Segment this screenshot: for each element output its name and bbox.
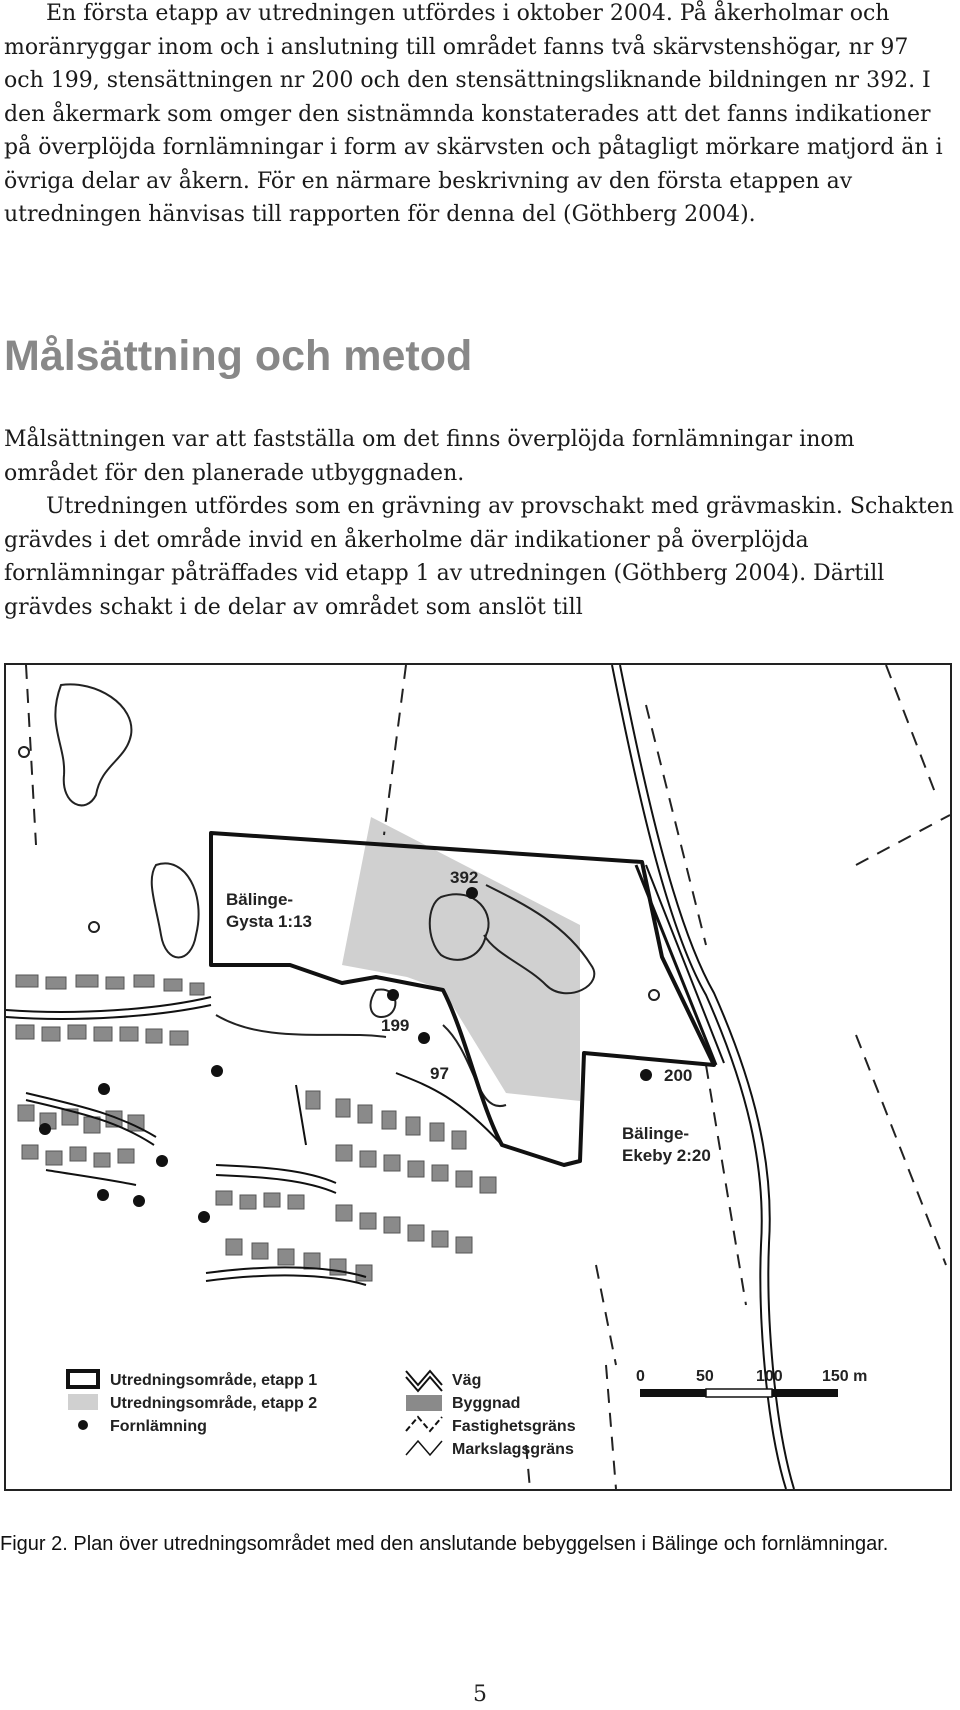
scale-label-100: 100 bbox=[756, 1368, 783, 1385]
legend-fastighetsgrans-symbol bbox=[406, 1417, 442, 1431]
page-number: 5 bbox=[473, 1682, 487, 1707]
scale-label-50: 50 bbox=[696, 1368, 714, 1385]
scale-label-0: 0 bbox=[636, 1368, 645, 1385]
land-boundaries bbox=[26, 665, 950, 1489]
label-site-200: 200 bbox=[664, 1066, 693, 1085]
buildings bbox=[16, 975, 496, 1281]
aim-paragraph: Målsättningen var att fastställa om det finns överplöjda fornlämningar inom området för den planerade utbyggnaden. bbox=[4, 427, 855, 486]
site-plan-map bbox=[6, 665, 950, 1489]
legend-markslagsgrans-symbol bbox=[406, 1441, 442, 1455]
intro-paragraph: En första etapp av utredningen utfördes i oktober 2004. På åkerholmar och moränryggar inom och i anslutning till området fanns två skärvstenshögar, nr 97 och 199, stensättningen nr 200 och den stensättningsliknande bildningen nr 392. I den åkermark som omger den sistnämnda konstaterades att det fanns indikationer på överplöjda fornlämningar i form av skärvsten och påtagligt mörkare matjord än i övriga delar av åkern. För en närmare beskrivning av den första etappen av utredningen hänvisas till rapporten för denna del (Göthberg 2004). bbox=[4, 1, 943, 227]
legend-etapp1-swatch bbox=[68, 1371, 98, 1387]
legend-byggnad-swatch bbox=[406, 1395, 442, 1411]
section-heading: Målsättning och metod bbox=[4, 332, 473, 380]
label-property-a-line2: Gysta 1:13 bbox=[226, 912, 312, 931]
scale-bar-segment-2 bbox=[706, 1389, 772, 1397]
label-site-199: 199 bbox=[381, 1016, 410, 1035]
label-site-392: 392 bbox=[450, 868, 479, 887]
map-figure bbox=[4, 663, 952, 1491]
label-property-a-line1: Bälinge- bbox=[226, 890, 294, 909]
scale-bar-segment-1 bbox=[640, 1389, 706, 1397]
legend-fornlamning-symbol bbox=[78, 1420, 88, 1430]
figure-caption: Figur 2. Plan över utredningsområdet med den anslutande bebyggelsen i Bälinge och fornlämningar. bbox=[0, 1533, 889, 1555]
legend-etapp2-swatch bbox=[68, 1394, 98, 1410]
scale-label-150: 150 m bbox=[822, 1368, 868, 1385]
legend-fastighetsgrans-label: Fastighetsgräns bbox=[452, 1418, 576, 1435]
legend-markslagsgrans-label: Markslagsgräns bbox=[452, 1441, 574, 1458]
scale-bar-segment-3 bbox=[772, 1389, 838, 1397]
label-property-b-line1: Bälinge- bbox=[622, 1124, 690, 1143]
legend-vag-label: Väg bbox=[452, 1372, 482, 1389]
label-property-b-line2: Ekeby 2:20 bbox=[622, 1146, 711, 1165]
legend-byggnad-label: Byggnad bbox=[452, 1395, 521, 1412]
method-paragraph: Utredningen utfördes som en grävning av provschakt med grävmaskin. Schakten grävdes i det område invid en åkerholme där indikationer på överplöjda fornlämningar påträffades vid etapp 1 av utredningen (Göthberg 2004). Därtill grävdes schakt i de delar av området som anslöt till bbox=[4, 494, 954, 620]
label-site-97: 97 bbox=[430, 1064, 449, 1083]
legend-etapp2-label: Utredningsområde, etapp 2 bbox=[110, 1395, 318, 1412]
legend-etapp1-label: Utredningsområde, etapp 1 bbox=[110, 1372, 318, 1389]
map-legend bbox=[68, 1368, 867, 1458]
road bbox=[612, 665, 794, 1489]
legend-fornlamning-label: Fornlämning bbox=[110, 1418, 207, 1435]
